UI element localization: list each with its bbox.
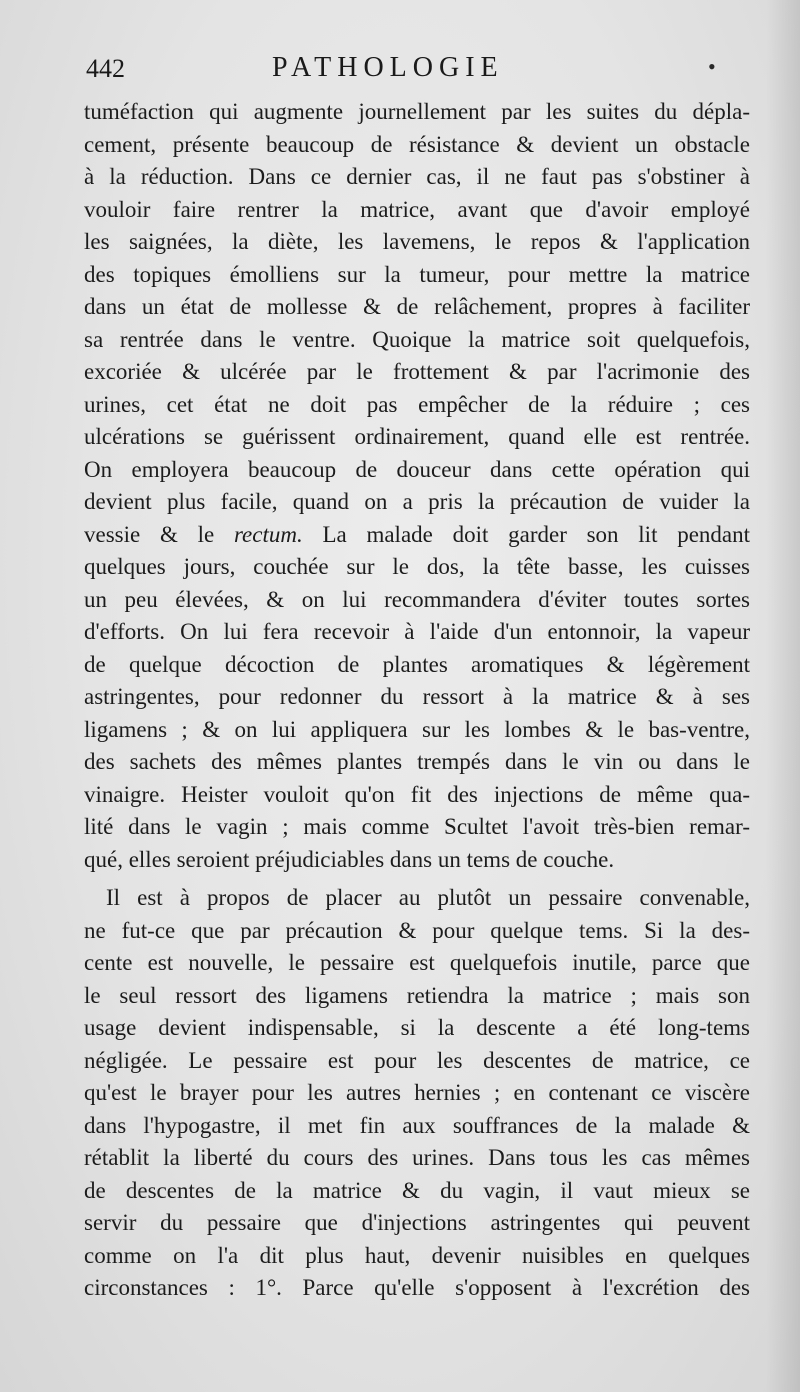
text-line: tuméfaction qui augmente journellement par les suites du dépla- — [84, 99, 750, 124]
text-line: de descentes de la matrice & du vagin, il vaut mieux se — [84, 1177, 750, 1203]
text-line: cente est nouvelle, le pessaire est quelquefois inutile, parce que — [84, 950, 750, 975]
text-line: ligamens ; & on lui appliquera sur les lombes & le bas-ventre, — [84, 716, 750, 742]
text-line: ulcérations se guérissent ordinairement, quand elle est rentrée. — [84, 424, 750, 449]
text-line: dans l'hypogastre, il met fin aux souffrances de la malade & — [84, 1112, 750, 1138]
text-line: sa rentrée dans le ventre. Quoique la matrice soit quelquefois, — [84, 326, 750, 352]
text-line: les saignées, la diète, les lavemens, le repos & l'application — [84, 229, 750, 254]
text-line: rétablit la liberté du cours des urines. Dans tous les cas mêmes — [84, 1145, 750, 1170]
paragraph-1 — [84, 96, 750, 876]
text-line: d'efforts. On lui fera recevoir à l'aide d'un entonnoir, la vapeur — [84, 619, 750, 644]
text-line: à la réduction. Dans ce dernier cas, il ne faut pas s'obstiner à — [84, 164, 750, 189]
page-header — [86, 52, 726, 88]
paragraph-2 — [84, 882, 750, 1305]
page-gutter-shadow — [766, 0, 800, 1392]
page-number: 442 — [86, 54, 125, 83]
text-segment: vessie & le — [84, 521, 215, 547]
text-line: de quelque décoction de plantes aromatiques & légèrement — [84, 651, 750, 677]
running-title: PATHOLOGIE — [272, 52, 504, 83]
text-line: devient plus facile, quand on a pris la précaution de vuider la — [84, 489, 750, 514]
text-line: usage devient indispensable, si la descente a été long-tems — [84, 1015, 750, 1040]
header-ornament: • — [708, 54, 716, 79]
text-line: qué, elles seroient préjudiciables dans un tems de couche. — [84, 846, 615, 872]
text-line: ne fut-ce que par précaution & pour quelque tems. Si la des- — [84, 917, 750, 943]
text-line: dans un état de mollesse & de relâchement, propres à faciliter — [84, 294, 750, 319]
text-line: vinaigre. Heister vouloit qu'on fit des injections de même qua- — [84, 781, 750, 807]
text-line: le seul ressort des ligamens retiendra la matrice ; mais son — [84, 982, 750, 1008]
text-line: qu'est le brayer pour les autres hernies ; en contenant ce viscère — [84, 1080, 750, 1105]
italic-term: rectum. — [233, 521, 303, 547]
text-segment: La malade doit garder son lit pendant — [322, 521, 751, 547]
text-line: cement, présente beaucoup de résistance & devient un obstacle — [84, 131, 750, 157]
text-line: quelques jours, couchée sur le dos, la tête basse, les cuisses — [84, 554, 750, 579]
text-line: comme on l'a dit plus haut, devenir nuisibles en quelques — [84, 1242, 750, 1268]
text-line: négligée. Le pessaire est pour les descentes de matrice, ce — [84, 1047, 750, 1073]
text-line: des sachets des mêmes plantes trempés dans le vin ou dans le — [84, 749, 750, 774]
text-line: un peu élevées, & on lui recommandera d'éviter toutes sortes — [84, 586, 750, 612]
text-line: Il est à propos de placer au plutôt un pessaire convenable, — [106, 885, 750, 910]
text-line: excoriée & ulcérée par le frottement & par l'acrimonie des — [84, 359, 750, 384]
text-line: vouloir faire rentrer la matrice, avant que d'avoir employé — [84, 196, 750, 222]
text-line: servir du pessaire que d'injections astringentes qui peuvent — [84, 1210, 750, 1235]
text-line: astringentes, pour redonner du ressort à la matrice & à ses — [84, 684, 750, 709]
body-text — [84, 96, 750, 1305]
text-line: des topiques émolliens sur la tumeur, pour mettre la matrice — [84, 261, 750, 287]
text-line: On employera beaucoup de douceur dans cette opération qui — [84, 456, 750, 482]
text-line: lité dans le vagin ; mais comme Scultet l'avoit très-bien remar- — [84, 814, 750, 839]
text-line: urines, cet état ne doit pas empêcher de la réduire ; ces — [84, 391, 750, 417]
text-line: circonstances : 1°. Parce qu'elle s'opposent à l'excrétion des — [84, 1275, 750, 1300]
text-line-with-italic — [84, 519, 750, 552]
